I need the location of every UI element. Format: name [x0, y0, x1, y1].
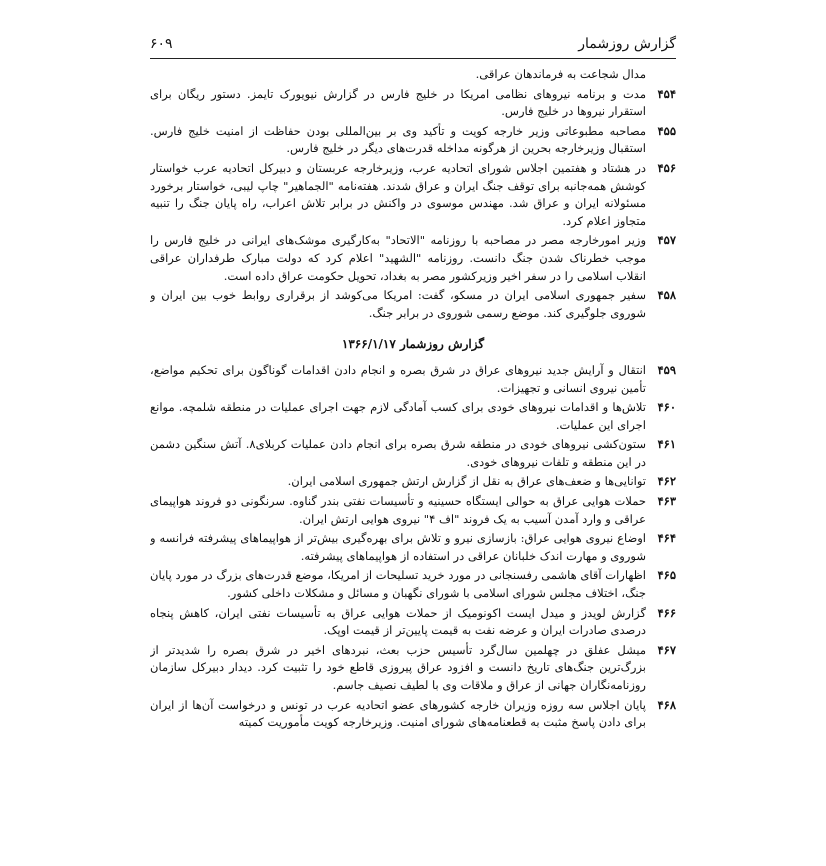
list-item	[150, 436, 676, 471]
list-item	[150, 399, 676, 434]
list-item	[150, 493, 676, 528]
entry-number: ۴۶۷	[657, 642, 676, 657]
entry-number: ۴۶۲	[657, 474, 676, 489]
entry-text: توانایی‌ها و ضعف‌های عراق به نقل از گزارش ارتش جمهوری اسلامی ایران.	[287, 474, 646, 489]
entry-number: ۴۶۶	[657, 605, 676, 620]
page-number: ۶۰۹	[150, 36, 173, 52]
entry-text: میشل عفلق در چهلمین سال‌گرد تأسیس حزب بعث، نبردهای اخیر در شرق بصره را شدیدتر از بزرگ‌ترین جنگ‌های تاریخ دانست و افزود عراق پیروزی قاطع خود را تثبیت کرد. دیدار دبیرکل سازمان روزنامه‌نگاران جهانی از عراق و ملاقات وی با لطیف نصیف جاسم.	[150, 642, 646, 692]
entry-text: انتقال و آرایش جدید نیروهای عراق در شرق بصره و انجام دادن اقدامات گوناگون برای تحکیم مواضع، تأمین نیروی انسانی و تجهیزات.	[150, 362, 646, 395]
entry-text: پایان اجلاس سه روزه وزیران خارجه کشورهای عضو اتحادیه عرب در تونس و درخواست آن‌ها از ایران برای دادن پاسخ مثبت به قطعنامه‌های شورای امنیت. وزیرخارجه کویت مأموریت کمیته	[150, 697, 646, 730]
entry-text: مدت و برنامه نیروهای نظامی امریکا در خلیج فارس در گزارش نیویورک تایمز. دستور ریگان برای استقرار نیروها در خلیج فارس.	[150, 86, 646, 119]
page-body	[150, 66, 676, 856]
entry-text: مصاحبه مطبوعاتی وزیر خارجه کویت و تأکید وی بر بین‌المللی بودن حفاظت از امنیت خلیج فارس. استقبال وزیرخارجه بحرین از هرگونه مداخله قدرت‌های دیگر در خلیج فارس.	[150, 123, 646, 156]
running-title: گزارش روزشمار	[578, 36, 676, 52]
page-header	[150, 36, 676, 59]
list-item	[150, 232, 676, 285]
entry-list-1	[150, 86, 676, 323]
entry-text: ستون‌کشی نیروهای خودی در منطقه شرق بصره برای انجام دادن عملیات کربلای۸. آتش سنگین دشمن در این منطقه و تلفات نیروهای خودی.	[150, 437, 646, 469]
entry-number: ۴۶۵	[657, 568, 676, 583]
entry-number: ۴۵۶	[657, 160, 676, 175]
section-title: گزارش روزشمار ۱۳۶۶/۱/۱۷	[341, 337, 485, 352]
entry-list-2	[150, 362, 676, 732]
list-item	[150, 123, 676, 158]
entry-text: گزارش لویدز و میدل ایست اکونومیک از حملات هوایی عراق به تأسیسات نفتی ایران، کاهش پنجاه درصدی صادرات ایران و عرضه نفت به قیمت پایین‌تر از قیمت اوپک.	[150, 605, 646, 638]
list-item	[150, 530, 676, 565]
entry-number: ۴۶۳	[657, 494, 676, 509]
entry-number: ۴۶۱	[657, 437, 676, 452]
entry-text: تلاش‌ها و اقدامات نیروهای خودی برای کسب آمادگی لازم جهت اجرای عملیات در منطقه شلمچه. موانع اجرای این عملیات.	[150, 400, 646, 432]
list-item	[150, 697, 676, 732]
entry-text: اظهارات آقای هاشمی رفسنجانی در مورد خرید تسلیحات از امریکا، موضع قدرت‌های بزرگ در مورد پایان جنگ، اختلاف مجلس شورای اسلامی با شورای نگهبان و مسائل و مشکلات داخلی کشور.	[150, 568, 646, 601]
entry-number: ۴۵۸	[657, 288, 676, 303]
entry-text: حملات هوایی عراق به حوالی ایستگاه حسینیه و تأسیسات نفتی بندر گناوه. سرنگونی دو فروند هواپیمای عراقی و وارد آمدن آسیب به یک فروند "اف ۴" نیروی هوایی ارتش ایران.	[150, 494, 646, 526]
list-item	[150, 642, 676, 695]
list-item	[150, 86, 676, 121]
entry-number: ۴۵۵	[657, 123, 676, 138]
entry-number: ۴۵۴	[657, 86, 676, 101]
entry-number: ۴۵۹	[657, 362, 676, 377]
entry-number: ۴۵۷	[657, 233, 676, 248]
list-item	[150, 605, 676, 640]
entry-text: سفیر جمهوری اسلامی ایران در مسکو، گفت: امریکا می‌کوشد از برقراری روابط خوب بین ایران و شوروی جلوگیری کند. موضع رسمی شوروی در برابر جنگ.	[150, 288, 646, 320]
entry-number: ۴۶۴	[657, 531, 676, 546]
list-item	[150, 567, 676, 602]
entry-number: ۴۶۸	[657, 697, 676, 712]
list-item	[150, 287, 676, 322]
entry-text: در هشتاد و هفتمین اجلاس شورای اتحادیه عرب، وزیرخارجه عربستان و دبیرکل اتحادیه عرب خواستار کوشش همه‌جانبه برای توقف جنگ ایران و عراق شدند. هفته‌نامه "الجماهیر" چاپ لیبی، خواستار برخورد مسئولانه ایران و عراق شد. مهندس موسوی در واکنش در برابر تلاش اعراب، راه پایان جنگ را تنبیه متجاوز اعلام کرد.	[150, 160, 646, 228]
entry-number: ۴۶۰	[657, 400, 676, 415]
entry-text: وزیر امورخارجه مصر در مصاحبه با روزنامه "الاتحاد" به‌کارگیری موشک‌های ایرانی در خلیج فارس را موجب خطرناک شدن جنگ دانست. روزنامه "الشهید" اعلام کرد که دولت مبارک طرفداران عراقی انقلاب اسلامی را در سفر اخیر وزیرکشور مصر به بغداد، تحویل حکومت عراق داده است.	[150, 233, 646, 283]
list-item	[150, 160, 676, 230]
continued-text: مدال شجاعت به فرماندهان عراقی.	[475, 67, 646, 81]
list-item	[150, 362, 676, 397]
entry-text: اوضاع نیروی هوایی عراق: بازسازی نیرو و تلاش برای بهره‌گیری بیش‌تر از هواپیماهای پیشرفته فرانسه و شوروی و مهارت اندک خلبانان عراقی در استفاده از هواپیماهای پیشرفته.	[150, 531, 646, 563]
list-item	[150, 473, 676, 491]
